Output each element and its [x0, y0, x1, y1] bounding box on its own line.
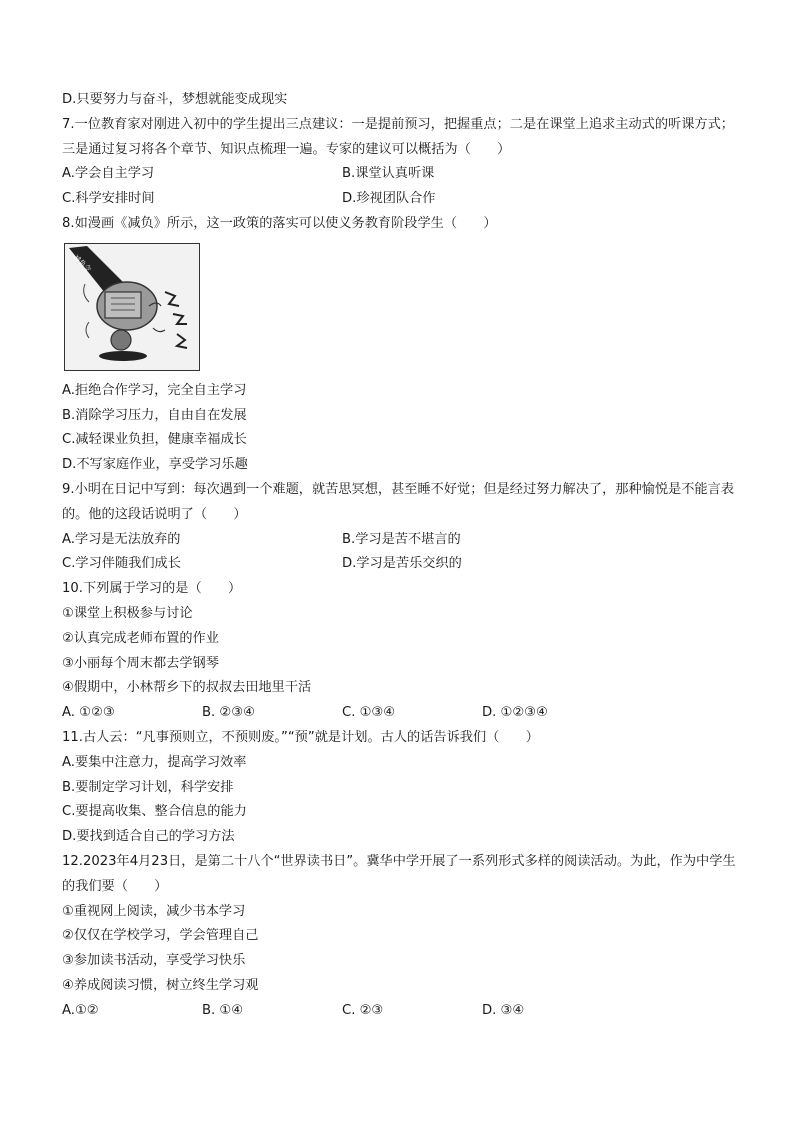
- q7-options-row2: [62, 187, 742, 212]
- q12-option-c: C. ②③: [342, 1002, 384, 1018]
- q10-option-a: A. ①②③: [62, 705, 115, 721]
- q12-option-b: B. ①④: [202, 1002, 244, 1018]
- q8-option-c: C.减轻课业负担，健康幸福成长: [62, 432, 247, 448]
- q12-stem: 12.2023年4月23日，是第二十八个“世界读书日”。冀华中学开展了一系列形式多样的阅读活动。为此，作为中学生的我们要（ ）: [62, 853, 736, 894]
- q12-item-4: ④养成阅读习惯，树立终生学习观: [62, 977, 259, 993]
- q10-option-c: C. ①③④: [342, 705, 396, 721]
- exam-page: [62, 88, 742, 1024]
- q12-item-2: ②仅仅在学校学习，学会管理自己: [62, 928, 259, 944]
- q9-option-c: C.学习伴随我们成长: [62, 556, 181, 572]
- q7-option-a: A.学会自主学习: [62, 166, 155, 182]
- q11-option-a: A.要集中注意力，提高学习效率: [62, 754, 247, 770]
- q7-options-row1: [62, 162, 742, 187]
- q12-item-1: ①重视网上阅读，减少书本学习: [62, 903, 246, 919]
- q9-options-row2: [62, 552, 742, 577]
- q11-option-d: D.要找到适合自己的学习方法: [62, 829, 235, 845]
- q9-stem: 9.小明在日记中写到：每次遇到一个难题，就苦思冥想，甚至睡不好觉；但是经过努力解决了，那种愉悦是不能言表的。他的这段话说明了（ ）: [62, 481, 734, 522]
- q11-stem: 11.古人云：“凡事预则立，不预则废。”“预”就是计划。古人的话告诉我们（ ）: [62, 729, 539, 745]
- q10-item-4: ④假期中，小林帮乡下的叔叔去田地里干活: [62, 680, 312, 696]
- q10-item-2: ②认真完成老师布置的作业: [62, 630, 219, 646]
- q8-option-b: B.消除学习压力，自由自在发展: [62, 407, 247, 423]
- q10-item-1: ①课堂上积极参与讨论: [62, 605, 193, 621]
- q10-option-b: B. ②③④: [202, 705, 255, 721]
- q7-option-b: B.课堂认真听课: [342, 166, 435, 182]
- q7-stem: 7.一位教育家对刚进入初中的学生提出三点建议：一是提前预习，把握重点；二是在课堂上追求主动式的听课方式；三是通过复习将各个章节、知识点梳理一遍。专家的建议可以概括为（ ）: [62, 116, 734, 157]
- q6-option-d: D.只要努力与奋斗，梦想就能变成现实: [62, 92, 288, 107]
- q12-options: [62, 999, 742, 1024]
- q8-option-a: A.拒绝合作学习，完全自主学习: [62, 382, 247, 398]
- q8-option-d: D.不写家庭作业，享受学习乐趣: [62, 457, 248, 473]
- comic-illustration: [65, 244, 199, 370]
- q7-option-c: C.科学安排时间: [62, 191, 155, 207]
- q7-option-d: D.珍视团队合作: [342, 191, 436, 207]
- q12-item-3: ③参加读书活动，享受学习快乐: [62, 953, 246, 969]
- q9-options-row1: [62, 528, 742, 553]
- q12-option-a: A.①②: [62, 1002, 99, 1018]
- q9-option-a: A.学习是无法放弃的: [62, 531, 181, 547]
- q9-option-d: D.学习是苦乐交织的: [342, 556, 462, 572]
- q10-item-3: ③小丽每个周末都去学钢琴: [62, 655, 219, 671]
- q9-option-b: B.学习是苦不堪言的: [342, 531, 461, 547]
- q10-option-d: D. ①②③④: [482, 705, 548, 721]
- q11-option-c: C.要提高收集、整合信息的能力: [62, 804, 247, 820]
- q12-option-d: D. ③④: [482, 1002, 525, 1018]
- q8-stem: 8.如漫画《减负》所示，这一政策的落实可以使义务教育阶段学生（ ）: [62, 215, 497, 231]
- comic-reduce-burden-image: [64, 243, 200, 371]
- q10-stem: 10.下列属于学习的是（ ）: [62, 581, 242, 597]
- q11-option-b: B.要制定学习计划，科学安排: [62, 779, 234, 795]
- comic-sign-text: 减负令: [71, 253, 93, 274]
- q10-options: [62, 701, 742, 726]
